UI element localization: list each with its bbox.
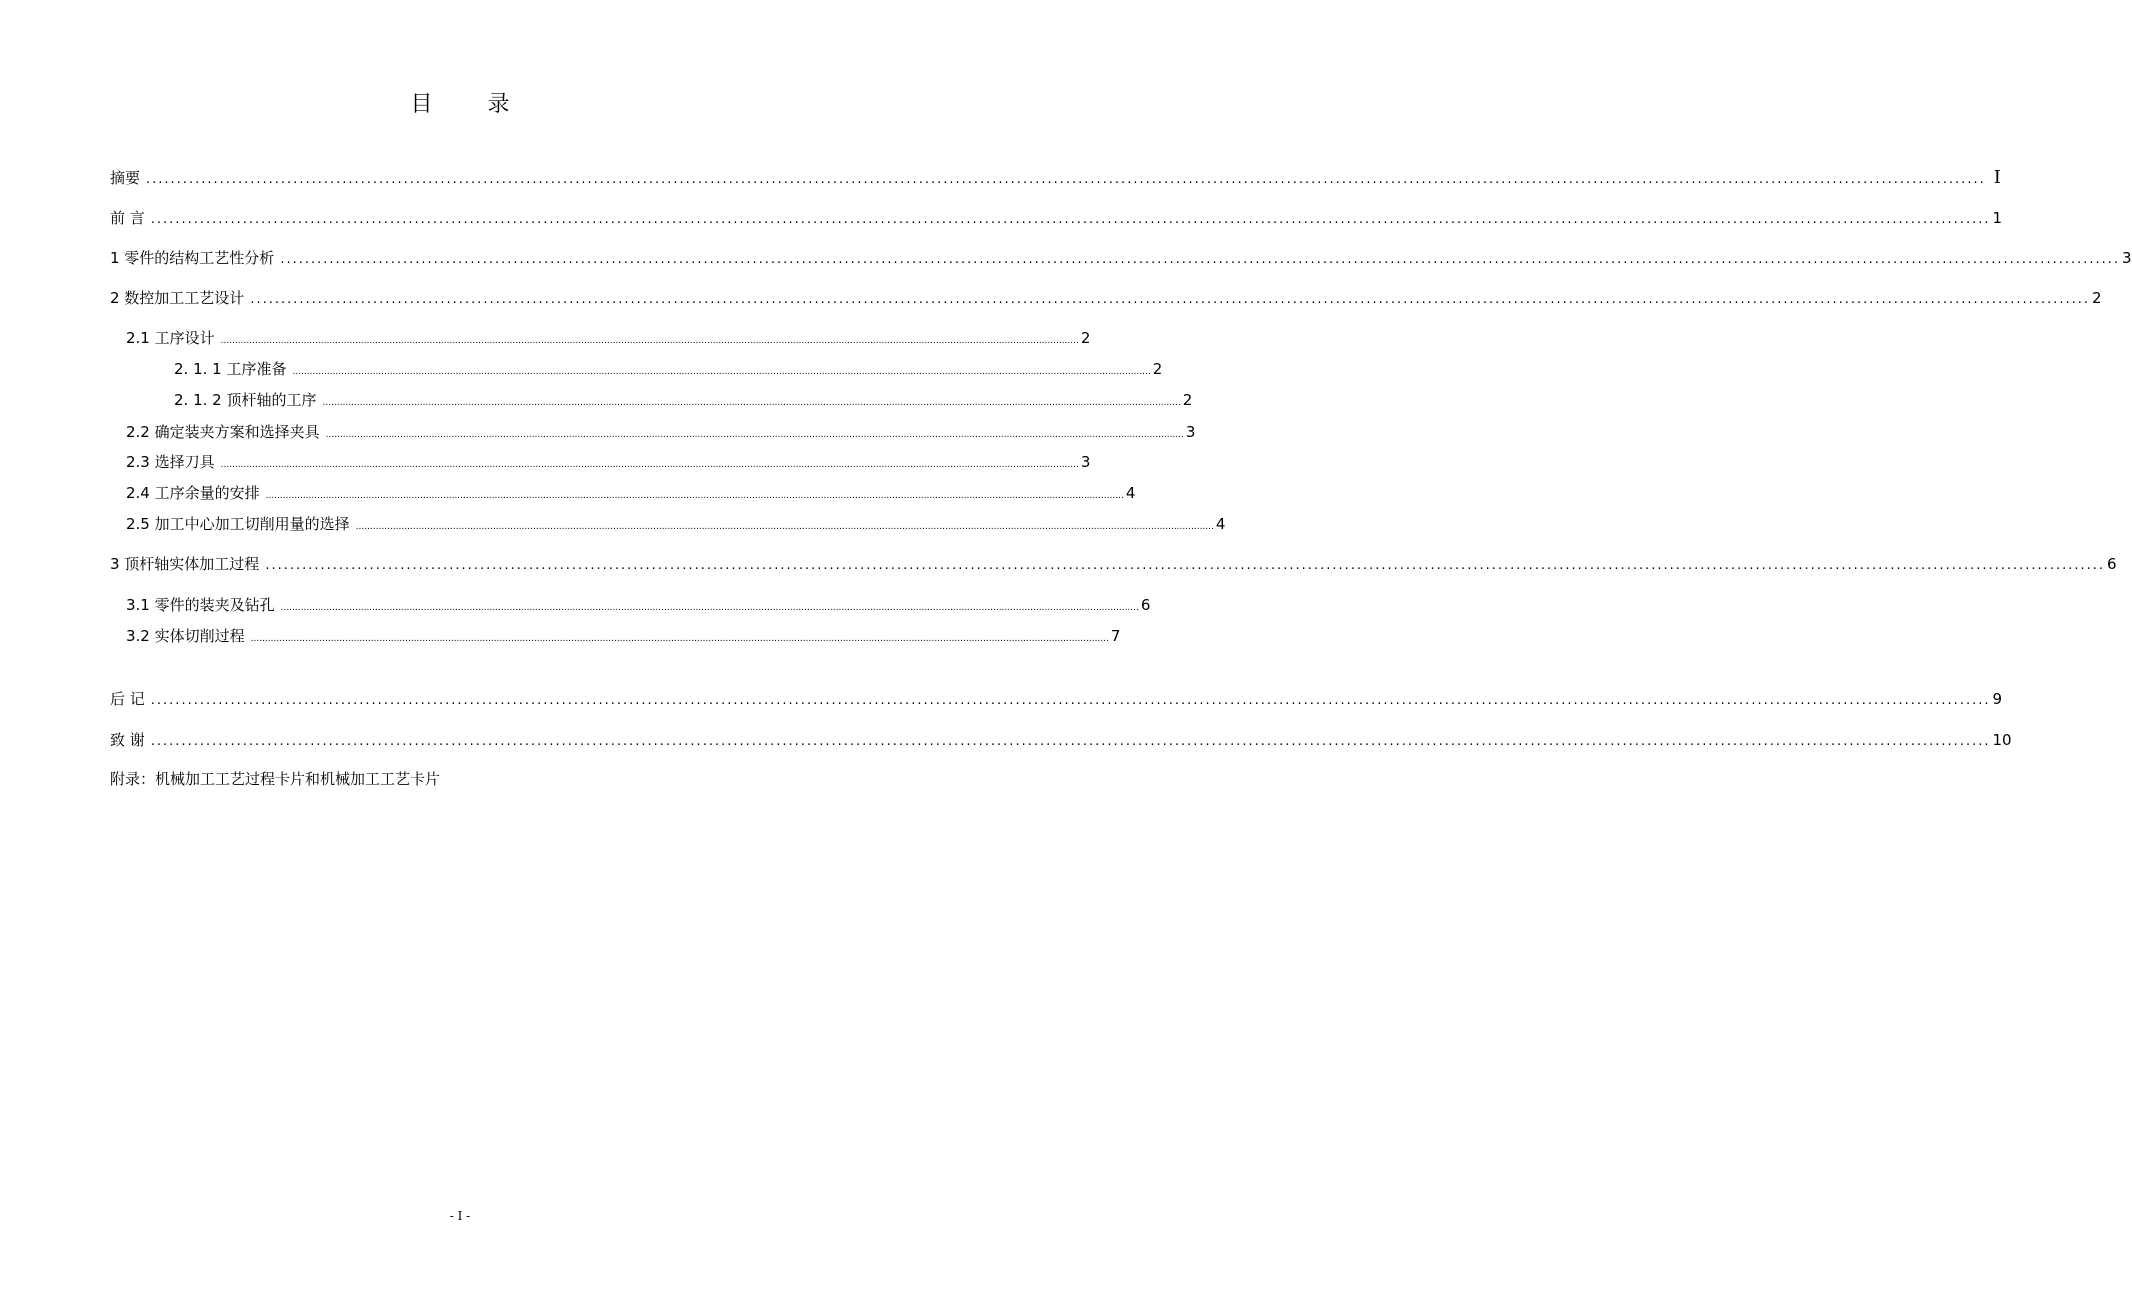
toc-entry-page: 9 bbox=[1992, 690, 2003, 708]
toc-entry-appendix[interactable]: 附录：机械加工工艺过程卡片和机械加工工艺卡片 bbox=[110, 770, 441, 788]
toc-entry-section-3-2[interactable] bbox=[126, 625, 1121, 650]
dot-leader: ............................................................................................................................................................................................................................................................................................................ bbox=[250, 292, 2091, 307]
toc-entry-section-2-5[interactable] bbox=[126, 513, 1226, 538]
dot-leader: ............................................................................................................................................................................................................................................................................................................ bbox=[150, 212, 1991, 227]
dot-leader: ............................................................................................................................................................................................................................................................................................................ bbox=[220, 336, 1079, 346]
dot-leader: ............................................................................................................................................................................................................................................................................................................ bbox=[250, 634, 1109, 644]
toc-entry-section-2-1-1[interactable] bbox=[174, 358, 1163, 383]
toc-entry-page: 6 bbox=[2107, 555, 2117, 573]
toc-entry-section-2-1[interactable] bbox=[126, 327, 1091, 352]
toc-entry-label: 2 数控加工工艺设计 bbox=[110, 289, 245, 307]
page-title: 目 录 bbox=[410, 92, 534, 117]
toc-entry-page: 6 bbox=[1140, 596, 1151, 614]
toc-entry-page: 2 bbox=[1152, 360, 1163, 378]
dot-leader: ............................................................................................................................................................................................................................................................................................................ bbox=[325, 430, 1184, 440]
toc-entry-page: 3 bbox=[1080, 453, 1091, 471]
toc-entry-label: 摘要 bbox=[110, 169, 141, 187]
dot-leader: ............................................................................................................................................................................................................................................................................................................ bbox=[146, 172, 1986, 187]
dot-leader: ............................................................................................................................................................................................................................................................................................................ bbox=[265, 491, 1124, 501]
dot-leader: ............................................................................................................................................................................................................................................................................................................ bbox=[355, 522, 1214, 532]
toc-entry-label: 2.1 工序设计 bbox=[126, 329, 215, 347]
toc-entry-preface[interactable] bbox=[110, 207, 2003, 231]
toc-entry-page: 2 bbox=[2092, 289, 2102, 307]
dot-leader: ............................................................................................................................................................................................................................................................................................................ bbox=[150, 693, 1991, 708]
toc-entry-afterword[interactable] bbox=[110, 688, 2003, 712]
toc-entry-section-2-2[interactable] bbox=[126, 421, 1196, 446]
page-number-footer: - I - bbox=[449, 1209, 471, 1223]
toc-entry-chapter-3[interactable] bbox=[110, 553, 2117, 577]
toc-entry-chapter-2[interactable] bbox=[110, 287, 2102, 311]
toc-entry-label: 前 言 bbox=[110, 209, 145, 227]
toc-entry-label: 1 零件的结构工艺性分析 bbox=[110, 249, 275, 267]
toc-entry-label: 3 顶杆轴实体加工过程 bbox=[110, 555, 260, 573]
dot-leader: ............................................................................................................................................................................................................................................................................................................ bbox=[150, 734, 1991, 749]
toc-entry-page: I bbox=[1993, 167, 2001, 188]
dot-leader: ............................................................................................................................................................................................................................................................................................................ bbox=[280, 603, 1139, 613]
dot-leader: ............................................................................................................................................................................................................................................................................................................ bbox=[220, 460, 1079, 470]
toc-entry-label: 2. 1. 2 顶杆轴的工序 bbox=[174, 391, 317, 409]
toc-entry-label: 2.5 加工中心加工切削用量的选择 bbox=[126, 515, 350, 533]
toc-entry-label: 致 谢 bbox=[110, 731, 145, 749]
toc-entry-page: 4 bbox=[1215, 515, 1226, 533]
toc-entry-label: 3.1 零件的装夹及钻孔 bbox=[126, 596, 275, 614]
toc-entry-section-2-3[interactable] bbox=[126, 451, 1091, 476]
toc-entry-page: 3 bbox=[2122, 249, 2132, 267]
toc-entry-section-2-4[interactable] bbox=[126, 482, 1136, 507]
toc-entry-page: 2 bbox=[1182, 391, 1193, 409]
dot-leader: ............................................................................................................................................................................................................................................................................................................ bbox=[322, 398, 1181, 408]
toc-entry-label: 3.2 实体切削过程 bbox=[126, 627, 245, 645]
dot-leader: ............................................................................................................................................................................................................................................................................................................ bbox=[265, 558, 2106, 573]
toc-entry-acknowledgements[interactable] bbox=[110, 729, 2012, 753]
toc-entry-page: 4 bbox=[1125, 484, 1136, 502]
toc-entry-label: 2. 1. 1 工序准备 bbox=[174, 360, 287, 378]
toc-entry-label: 2.3 选择刀具 bbox=[126, 453, 215, 471]
dot-leader: ............................................................................................................................................................................................................................................................................................................ bbox=[292, 367, 1151, 377]
toc-entry-page: 1 bbox=[1992, 209, 2003, 227]
toc-entry-section-3-1[interactable] bbox=[126, 594, 1151, 619]
dot-leader: ............................................................................................................................................................................................................................................................................................................ bbox=[280, 252, 2121, 267]
toc-entry-section-2-1-2[interactable] bbox=[174, 389, 1193, 414]
toc-entry-chapter-1[interactable] bbox=[110, 247, 2132, 271]
toc-entry-page: 2 bbox=[1080, 329, 1091, 347]
toc-entry-label: 2.2 确定装夹方案和选择夹具 bbox=[126, 423, 320, 441]
toc-entry-label: 2.4 工序余量的安排 bbox=[126, 484, 260, 502]
toc-entry-label: 后 记 bbox=[110, 690, 145, 708]
toc-entry-abstract[interactable] bbox=[110, 167, 2001, 191]
toc-entry-page: 3 bbox=[1185, 423, 1196, 441]
toc-entry-page: 10 bbox=[1992, 731, 2012, 749]
toc-entry-page: 7 bbox=[1110, 627, 1121, 645]
